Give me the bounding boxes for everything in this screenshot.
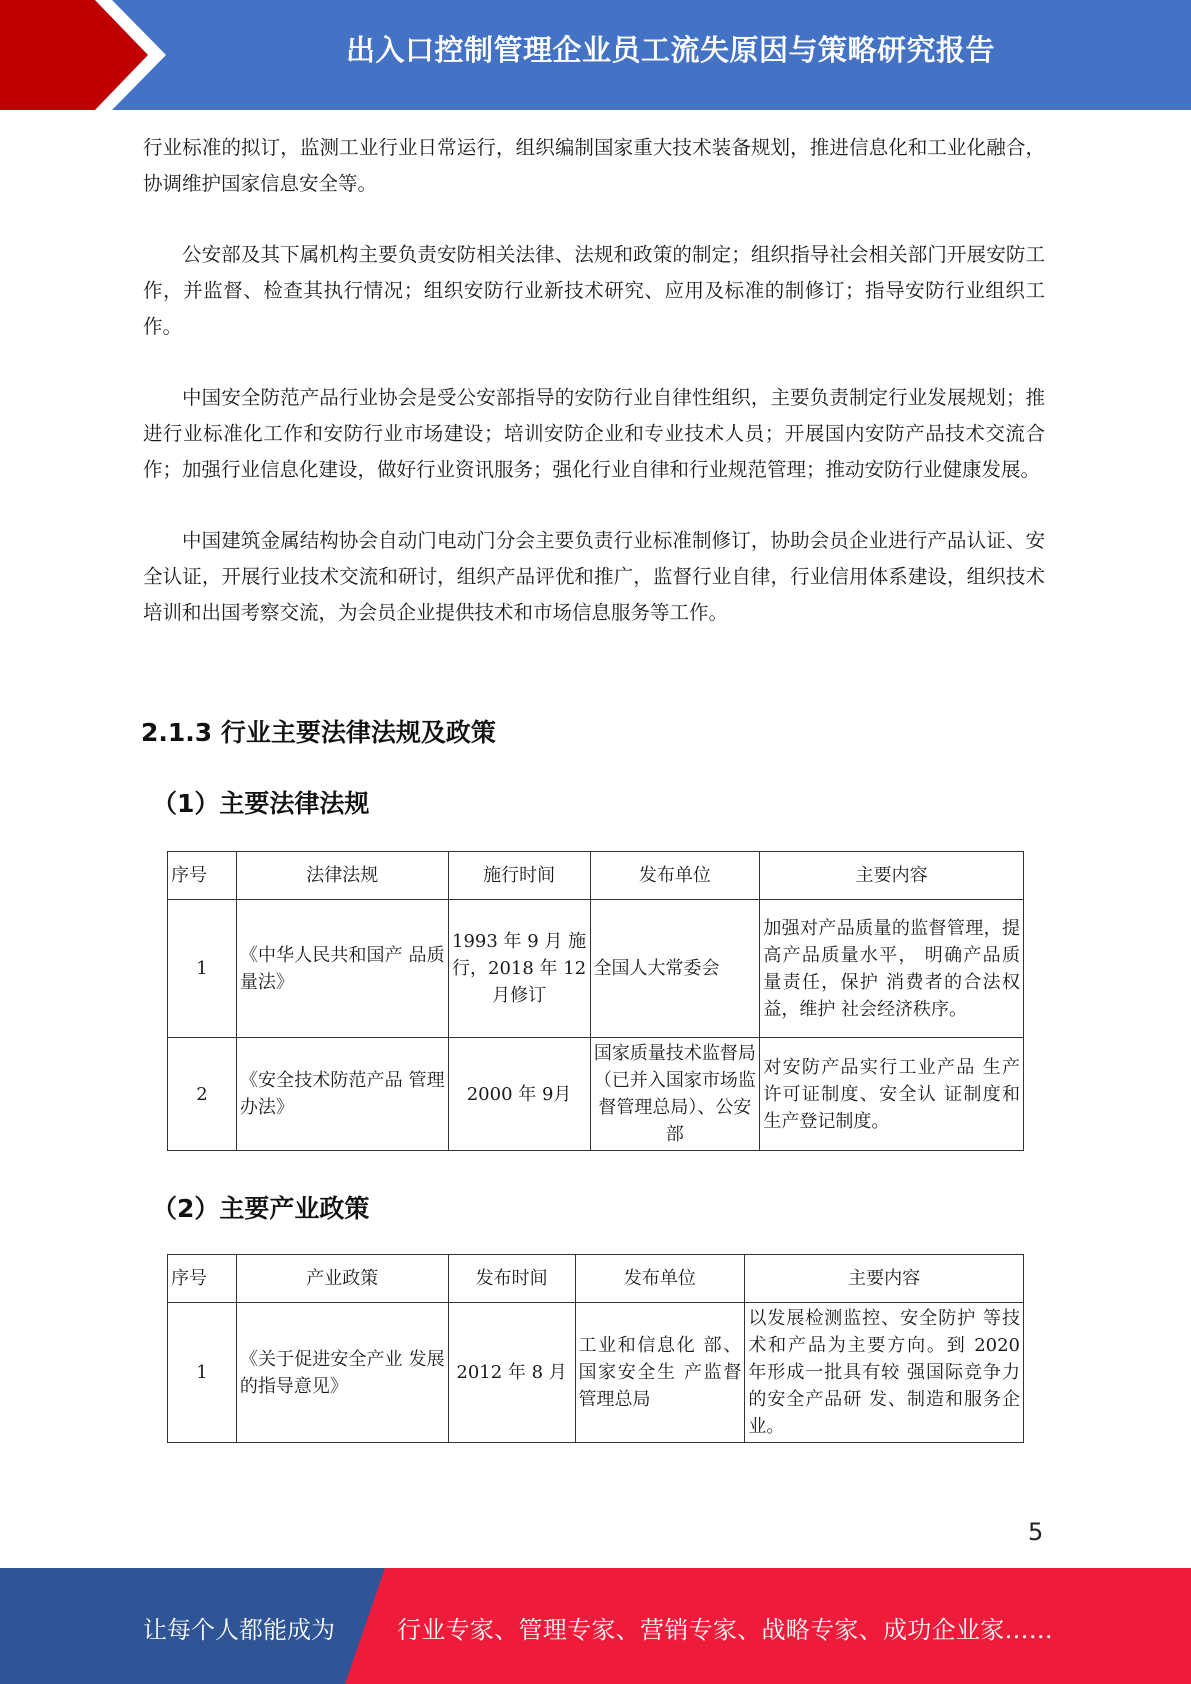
section-heading: 2.1.3 行业主要法律法规及政策: [141, 718, 496, 747]
laws-heading: （1）主要法律法规: [152, 789, 370, 818]
cell-content: 以发展检测监控、安全防护 等技术和产品为主要方向。到 2020 年形成一批具有较 强国际竞争力的安全产品研 发、制造和服务企业。: [745, 1303, 1024, 1443]
table-row: [168, 1038, 1024, 1151]
header-cell: 产业政策: [236, 1255, 448, 1303]
cell-law: 《安全技术防范产品 管理办法》: [236, 1038, 448, 1151]
cell-issuer: 工业和信息化 部、国家安全生 产监督管理总局: [575, 1303, 745, 1443]
header-cell: 序号: [168, 852, 237, 900]
table-row: [168, 1303, 1024, 1443]
policies-table: [167, 1254, 1024, 1443]
cell-issuer: 全国人大常委会: [590, 900, 760, 1038]
cell-policy: 《关于促进安全产业 发展的指导意见》: [236, 1303, 448, 1443]
laws-table: [167, 851, 1024, 1151]
cell-law: 《中华人民共和国产 品质量法》: [236, 900, 448, 1038]
header-cell: 施行时间: [448, 852, 590, 900]
header-cell: 发布时间: [448, 1255, 575, 1303]
page-header: [0, 0, 1191, 110]
table-header-row: [168, 852, 1024, 900]
header-title: 出入口控制管理企业员工流失原因与策略研究报告: [345, 33, 995, 67]
footer-slogan-left: 让每个人都能成为: [143, 1616, 335, 1644]
cell-content: 加强对产品质量的监督管理，提高产品质量水平， 明确产品质量责任，保护 消费者的合法权益，维护 社会经济秩序。: [760, 900, 1024, 1038]
cell-index: 2: [168, 1038, 237, 1151]
cell-index: 1: [168, 900, 237, 1038]
page-footer: [0, 1568, 1191, 1684]
cell-date: 1993 年 9 月 施行，2018 年 12 月修订: [448, 900, 590, 1038]
cell-index: 1: [168, 1303, 237, 1443]
paragraph-4: 中国建筑金属结构协会自动门电动门分会主要负责行业标准制修订，协助会员企业进行产品认证、安全认证，开展行业技术交流和研讨，组织产品评优和推广，监督行业自律，行业信用体系建设，组织技术培训和出国考察交流，为会员企业提供技术和市场信息服务等工作。: [143, 529, 1045, 624]
cell-date: 2012 年 8 月: [448, 1303, 575, 1443]
table-row: [168, 900, 1024, 1038]
header-cell: 发布单位: [575, 1255, 745, 1303]
cell-issuer: 国家质量技术监督局（已并入国家市场监督管理总局）、公安部: [590, 1038, 760, 1151]
paragraph-1: 行业标准的拟订，监测工业行业日常运行，组织编制国家重大技术装备规划，推进信息化和工业化融合，协调维护国家信息安全等。: [143, 136, 1045, 195]
body-text: [143, 130, 1045, 631]
header-cell: 主要内容: [745, 1255, 1024, 1303]
header-cell: 主要内容: [760, 852, 1024, 900]
cell-date: 2000 年 9月: [448, 1038, 590, 1151]
table-header-row: [168, 1255, 1024, 1303]
cell-content: 对安防产品实行工业产品 生产许可证制度、安全认 证制度和生产登记制度。: [760, 1038, 1024, 1151]
header-cell: 序号: [168, 1255, 237, 1303]
paragraph-2: 公安部及其下属机构主要负责安防相关法律、法规和政策的制定；组织指导社会相关部门开展安防工作，并监督、检查其执行情况；组织安防行业新技术研究、应用及标准的制修订；指导安防行业组织工作。: [143, 243, 1045, 338]
page-number: 5: [1028, 1518, 1044, 1546]
header-cell: 发布单位: [590, 852, 760, 900]
policies-heading: （2）主要产业政策: [152, 1194, 370, 1223]
footer-slogan-right: 行业专家、管理专家、营销专家、战略专家、成功企业家……: [397, 1616, 1054, 1644]
paragraph-3: 中国安全防范产品行业协会是受公安部指导的安防行业自律性组织，主要负责制定行业发展规划；推进行业标准化工作和安防行业市场建设；培训安防企业和专业技术人员；开展国内安防产品技术交流合作；加强行业信息化建设，做好行业资讯服务；强化行业自律和行业规范管理；推动安防行业健康发展。: [143, 386, 1045, 481]
header-cell: 法律法规: [236, 852, 448, 900]
